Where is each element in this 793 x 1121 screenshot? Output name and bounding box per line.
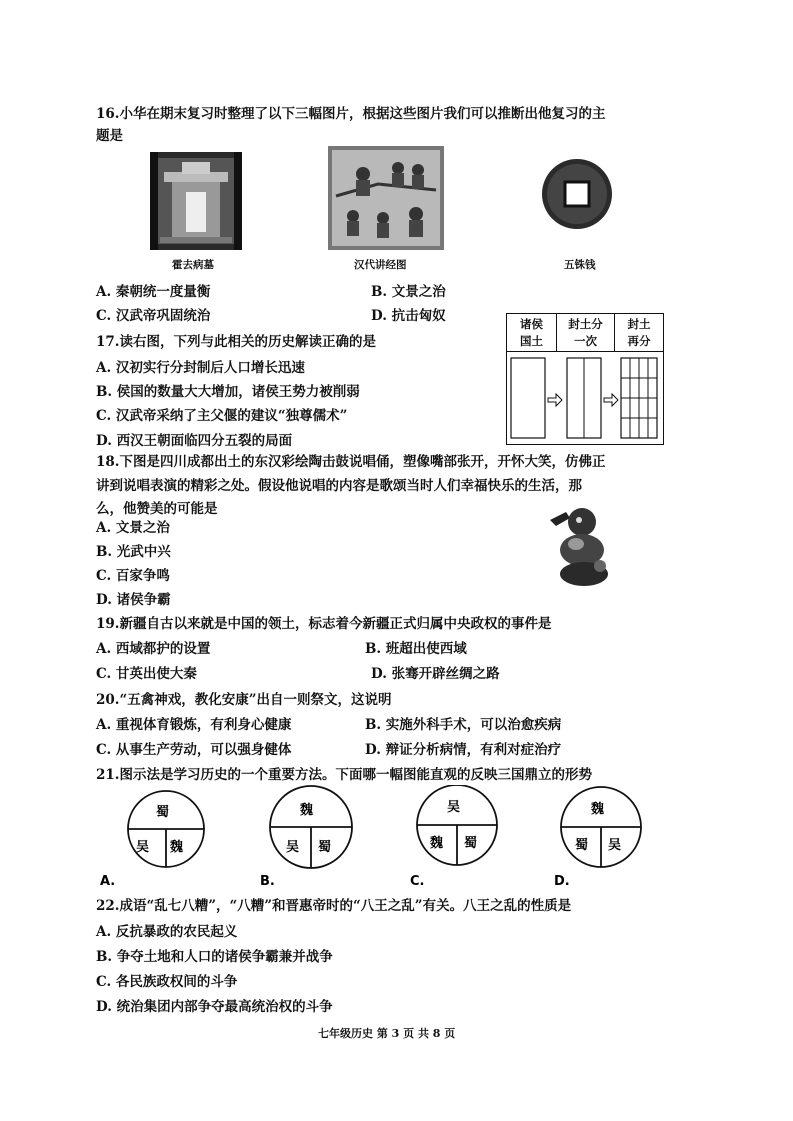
q16-option-a[interactable]: A. 秦朝统一度量衡 xyxy=(96,284,211,300)
pie-b-letter: B. xyxy=(260,874,275,889)
pie-option-c[interactable] xyxy=(410,785,497,889)
q16-caption-3: 五铢钱 xyxy=(564,259,596,271)
q17-stem: 17.读右图，下列与此相关的历史解读正确的是 xyxy=(96,334,376,350)
pie-d-right: 吴 xyxy=(608,838,622,853)
q19-option-c[interactable]: C. 甘英出使大秦 xyxy=(96,666,197,682)
pie-option-b[interactable] xyxy=(260,786,352,889)
pie-a-left: 吴 xyxy=(136,840,150,855)
pie-d-left: 蜀 xyxy=(575,838,589,853)
q16-caption-2: 汉代讲经图 xyxy=(354,259,407,271)
q20-option-a[interactable]: A. 重视体育锻炼，有利身心健康 xyxy=(96,717,292,733)
pie-b-top: 魏 xyxy=(300,803,314,818)
q19-stem: 19.新疆自古以来就是中国的领土，标志着今新疆正式归属中央政权的事件是 xyxy=(96,616,552,632)
page-footer: 七年级历史 第 3 页 共 8 页 xyxy=(318,1027,456,1040)
diagram-header-3b: 再分 xyxy=(627,334,651,348)
q18-stem-line2: 讲到说唱表演的精彩之处。假设他说唱的内容是歌颂当时人们幸福快乐的生活，那 xyxy=(96,478,582,494)
q19-option-d[interactable]: D. 张骞开辟丝绸之路 xyxy=(371,666,500,682)
diagram-header-2b: 一次 xyxy=(574,334,597,348)
q18-option-b[interactable]: B. 光武中兴 xyxy=(96,544,171,560)
diagram-header-3a: 封土 xyxy=(627,317,651,331)
diagram-header-1b: 国土 xyxy=(520,334,543,348)
q22-stem: 22.成语“乱七八糟”，“八糟”和晋惠帝时的“八王之乱”有关。八王之乱的性质是 xyxy=(96,898,572,914)
pie-c-letter: C. xyxy=(410,874,425,889)
diagram-header-2a: 封土分 xyxy=(568,317,603,331)
q17-option-d[interactable]: D. 西汉王朝面临四分五裂的局面 xyxy=(96,433,293,449)
q18-stem-line3: 么，他赞美的可能是 xyxy=(96,501,218,517)
q16-stem-line1: 16.小华在期末复习时整理了以下三幅图片，根据这些图片我们可以推断出他复习的主 xyxy=(96,106,606,122)
q22-option-c[interactable]: C. 各民族政权间的斗争 xyxy=(96,974,238,990)
q17-option-b[interactable]: B. 侯国的数量大大增加，诸侯王势力被削弱 xyxy=(96,384,360,400)
diagram-header-1a: 诸侯 xyxy=(520,317,543,331)
feudal-territory-diagram xyxy=(506,313,664,445)
q20-option-c[interactable]: C. 从事生产劳动，可以强身健体 xyxy=(96,742,292,758)
pie-d-letter: D. xyxy=(554,874,570,889)
q21-stem: 21.图示法是学习历史的一个重要方法。下面哪一幅图能直观的反映三国鼎立的形势 xyxy=(96,767,592,783)
q16-option-c[interactable]: C. 汉武帝巩固统治 xyxy=(96,308,211,324)
q20-option-d[interactable]: D. 辩证分析病情，有利对症治疗 xyxy=(365,742,562,758)
pie-option-a[interactable] xyxy=(100,791,204,889)
q17-option-c[interactable]: C. 汉武帝采纳了主父偃的建议“独尊儒术” xyxy=(96,408,348,424)
han-lecture-relief-image xyxy=(328,146,444,250)
pie-d-top: 魏 xyxy=(591,802,605,817)
pie-b-right: 蜀 xyxy=(318,840,332,855)
pie-b-left: 吴 xyxy=(286,840,300,855)
q18-option-c[interactable]: C. 百家争鸣 xyxy=(96,568,170,584)
pie-a-right: 魏 xyxy=(170,840,184,855)
q18-option-d[interactable]: D. 诸侯争霸 xyxy=(96,592,171,608)
q16-option-b[interactable]: B. 文景之治 xyxy=(371,284,446,300)
pie-c-top: 吴 xyxy=(447,800,461,815)
q18-option-a[interactable]: A. 文景之治 xyxy=(96,520,170,536)
q16-option-d[interactable]: D. 抗击匈奴 xyxy=(371,308,446,324)
pie-a-top: 蜀 xyxy=(156,805,170,820)
q22-option-a[interactable]: A. 反抗暴政的农民起义 xyxy=(96,924,238,940)
wuzhu-coin-image xyxy=(540,157,614,231)
pie-a-letter: A. xyxy=(100,874,116,889)
huoqubing-tomb-image xyxy=(150,152,242,250)
q22-option-b[interactable]: B. 争夺土地和人口的诸侯争霸兼并战争 xyxy=(96,949,333,965)
drum-storyteller-figurine-image xyxy=(546,500,616,588)
q20-stem: 20.“五禽神戏，教化安康”出自一则祭文，这说明 xyxy=(96,692,392,708)
q17-option-a[interactable]: A. 汉初实行分封制后人口增长迅速 xyxy=(96,360,305,376)
pie-option-d[interactable] xyxy=(554,787,641,889)
q19-option-a[interactable]: A. 西域都护的设置 xyxy=(96,641,211,657)
pie-c-right: 蜀 xyxy=(464,836,478,851)
q16-stem-line2: 题是 xyxy=(96,128,123,144)
q22-option-d[interactable]: D. 统治集团内部争夺最高统治权的斗争 xyxy=(96,999,333,1015)
three-kingdoms-pie-options xyxy=(96,785,696,891)
q19-option-b[interactable]: B. 班超出使西域 xyxy=(365,641,467,657)
q18-stem-line1: 18.下图是四川成都出土的东汉彩绘陶击鼓说唱俑，塑像嘴部张开，开怀大笑，仿佛正 xyxy=(96,454,606,470)
pie-c-left: 魏 xyxy=(430,836,444,851)
q20-option-b[interactable]: B. 实施外科手术，可以治愈疾病 xyxy=(365,717,562,733)
q16-caption-1: 霍去病墓 xyxy=(172,259,214,271)
